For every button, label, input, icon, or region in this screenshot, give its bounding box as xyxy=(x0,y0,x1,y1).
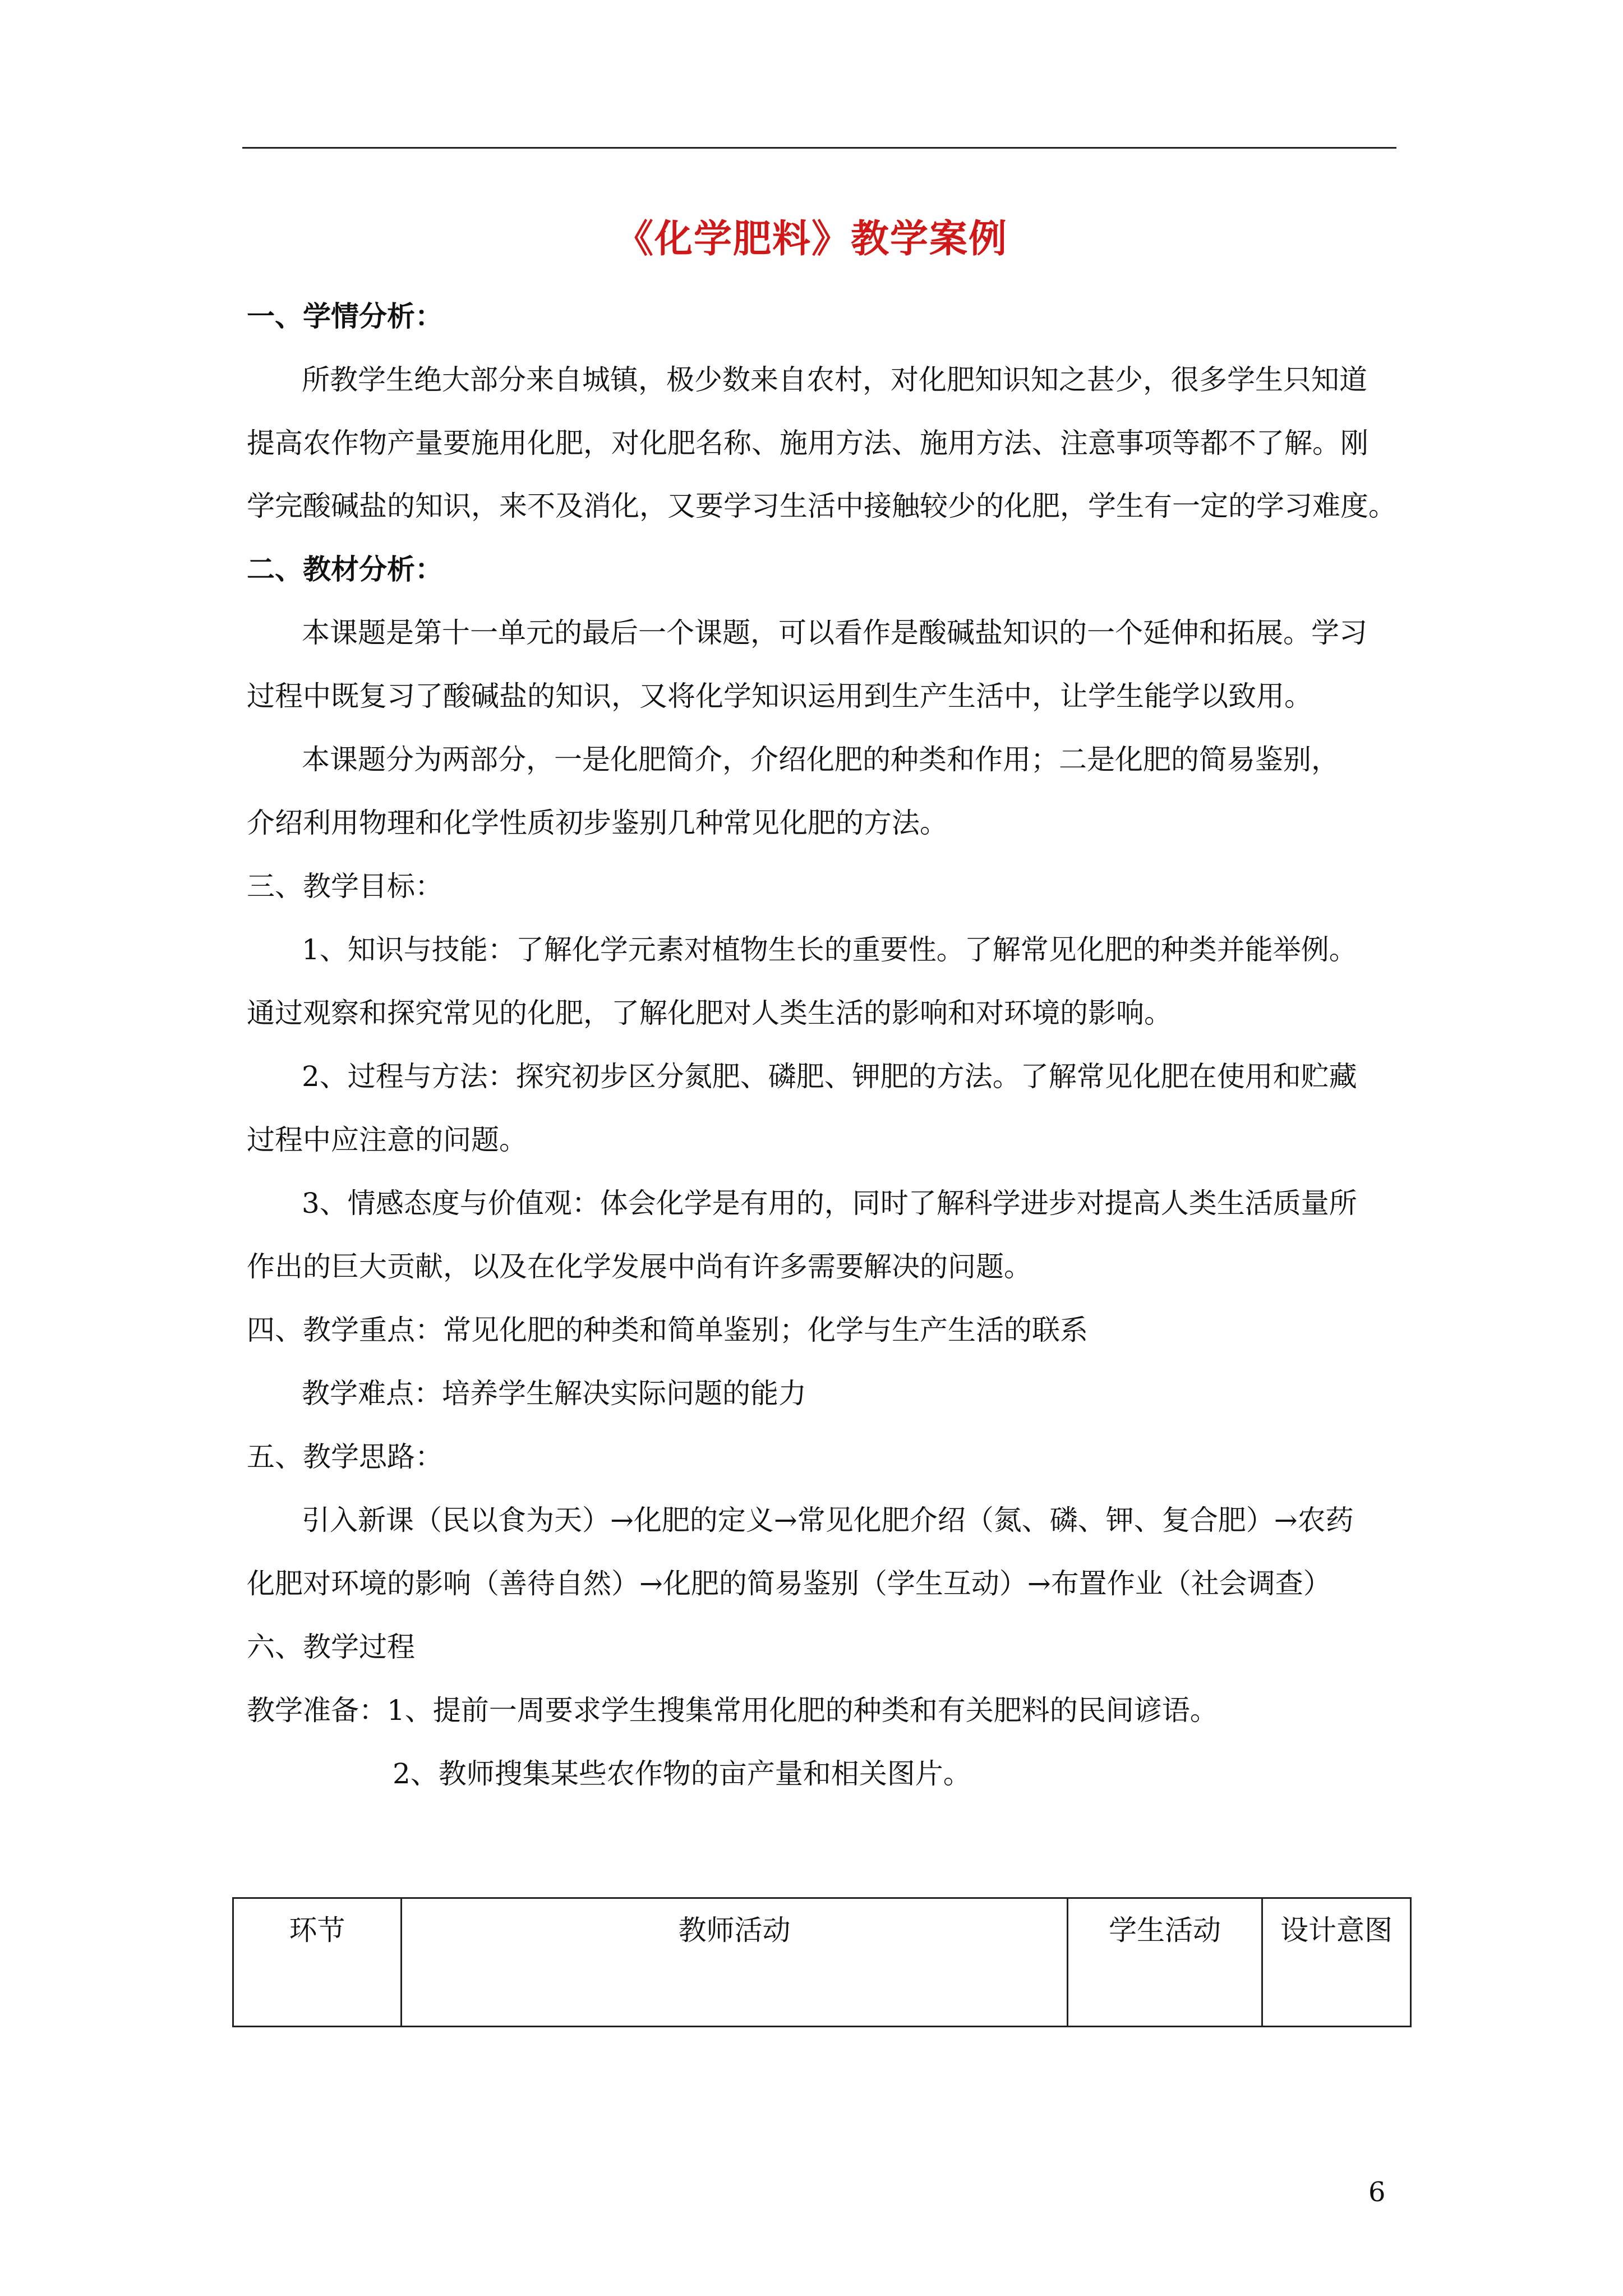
paragraph-line: 教学难点：培养学生解决实际问题的能力 xyxy=(302,1377,806,1410)
paragraph-line: 1、知识与技能：了解化学元素对植物生长的重要性。了解常见化肥的种类并能举例。 xyxy=(302,933,1357,966)
paragraph-line: 本课题是第十一单元的最后一个课题，可以看作是酸碱盐知识的一个延伸和拓展。学习 xyxy=(302,616,1367,649)
section-heading: 五、教学思路： xyxy=(247,1441,443,1473)
lesson-table xyxy=(232,1897,1412,2027)
section-heading: 四、教学重点：常见化肥的种类和简单鉴别；化学与生产生活的联系 xyxy=(247,1314,1088,1346)
table-header-row xyxy=(233,1898,1411,2027)
paragraph-line: 提高农作物产量要施用化肥，对化肥名称、施用方法、施用方法、注意事项等都不了解。刚 xyxy=(247,427,1368,459)
preparation-item: 1、提前一周要求学生搜集常用化肥的种类和有关肥料的民间谚语。 xyxy=(387,1694,1218,1727)
document-title: 《化学肥料》教学案例 xyxy=(615,217,1008,261)
paragraph-line: 2、过程与方法：探究初步区分氮肥、磷肥、钾肥的方法。了解常见化肥在使用和贮藏 xyxy=(302,1060,1357,1093)
table-header-cell: 教师活动 xyxy=(402,1898,1068,2027)
paragraph-line: 学完酸碱盐的知识，来不及消化，又要学习生活中接触较少的化肥，学生有一定的学习难度。 xyxy=(247,490,1396,522)
paragraph-line: 所教学生绝大部分来自城镇，极少数来自农村，对化肥知识知之甚少，很多学生只知道 xyxy=(302,364,1367,396)
paragraph-line: 作出的巨大贡献，以及在化学发展中尚有许多需要解决的问题。 xyxy=(247,1250,1032,1283)
page-number: 6 xyxy=(1368,2177,1386,2208)
preparation-label: 教学准备： xyxy=(247,1694,387,1727)
section-heading: 一、学情分析： xyxy=(247,300,443,333)
table-header-cell: 环节 xyxy=(233,1898,402,2027)
section-heading: 三、教学目标： xyxy=(247,870,443,903)
preparation-item: 2、教师搜集某些农作物的亩产量和相关图片。 xyxy=(393,1757,971,1790)
paragraph-line: 过程中应注意的问题。 xyxy=(247,1124,527,1156)
paragraph-line: 化肥对环境的影响（善待自然）→化肥的简易鉴别（学生互动）→布置作业（社会调查） xyxy=(247,1567,1331,1600)
section-heading: 六、教学过程 xyxy=(247,1631,415,1663)
table-header-cell: 设计意图 xyxy=(1262,1898,1411,2027)
paragraph-line: 引入新课（民以食为天）→化肥的定义→常见化肥介绍（氮、磷、钾、复合肥）→农药 xyxy=(302,1504,1354,1536)
section-heading: 二、教材分析： xyxy=(247,553,443,586)
paragraph-line: 介绍利用物理和化学性质初步鉴别几种常见化肥的方法。 xyxy=(247,807,948,839)
header-rule xyxy=(242,147,1396,149)
preparation-line xyxy=(247,1692,1218,1728)
paragraph-line: 通过观察和探究常见的化肥，了解化肥对人类生活的影响和对环境的影响。 xyxy=(247,997,1172,1029)
paragraph-line: 本课题分为两部分，一是化肥简介，介绍化肥的种类和作用；二是化肥的简易鉴别， xyxy=(302,743,1339,776)
paragraph-line: 过程中既复习了酸碱盐的知识，又将化学知识运用到生产生活中，让学生能学以致用。 xyxy=(247,680,1312,712)
table-header-cell: 学生活动 xyxy=(1068,1898,1262,2027)
paragraph-line: 3、情感态度与价值观：体会化学是有用的，同时了解科学进步对提高人类生活质量所 xyxy=(302,1187,1357,1220)
